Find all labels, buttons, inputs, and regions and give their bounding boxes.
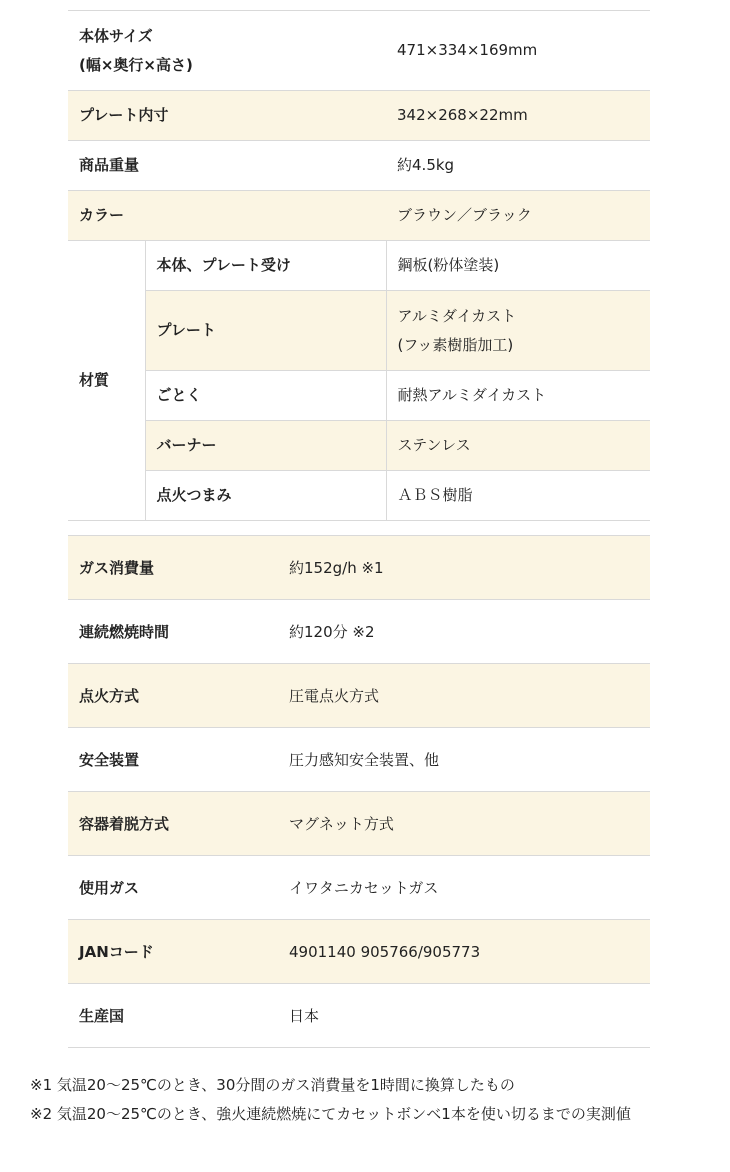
footnote: ※2 気温20～25℃のとき、強火連続燃焼にてカセットボンベ1本を使い切るまでの実測値 bbox=[30, 1105, 631, 1123]
spec-row-gas-type bbox=[68, 856, 650, 920]
material-value: 鋼板(粉体塗装) bbox=[386, 241, 650, 291]
spec-value: 日本 bbox=[278, 984, 650, 1048]
spec-value: 約120分 ※2 bbox=[278, 600, 650, 664]
spec-label: 商品重量 bbox=[68, 141, 386, 191]
spec-row-burn-time bbox=[68, 600, 650, 664]
spec-value: 約152g/h ※1 bbox=[278, 536, 650, 600]
footnotes bbox=[30, 1071, 720, 1129]
material-part: ごとく bbox=[145, 371, 386, 421]
spec-value: 342×268×22mm bbox=[386, 91, 650, 141]
spec-row-body-size bbox=[68, 11, 650, 91]
spec-value: 圧力感知安全装置、他 bbox=[278, 728, 650, 792]
material-part: 本体、プレート受け bbox=[145, 241, 386, 291]
spec-value: 約4.5kg bbox=[386, 141, 650, 191]
spec-label: 使用ガス bbox=[68, 856, 278, 920]
material-row-body bbox=[68, 241, 650, 291]
spec-row-weight bbox=[68, 141, 650, 191]
material-value: アルミダイカスト (フッ素樹脂加工) bbox=[386, 291, 650, 371]
material-part: プレート bbox=[145, 291, 386, 371]
spec-label: ガス消費量 bbox=[68, 536, 278, 600]
spec-row-color bbox=[68, 191, 650, 241]
spec-value: 471×334×169mm bbox=[386, 11, 650, 91]
spec-row-gas-consumption bbox=[68, 536, 650, 600]
spec-value: マグネット方式 bbox=[278, 792, 650, 856]
spec-row-plate-inner bbox=[68, 91, 650, 141]
spec-row-ignition bbox=[68, 664, 650, 728]
spec-label: 生産国 bbox=[68, 984, 278, 1048]
spec-label: 安全装置 bbox=[68, 728, 278, 792]
material-value: ＡＢＳ樹脂 bbox=[386, 471, 650, 521]
material-row-burner bbox=[68, 421, 650, 471]
spec-table-gas bbox=[68, 535, 650, 1048]
spec-row-attachment bbox=[68, 792, 650, 856]
spec-row-jan bbox=[68, 920, 650, 984]
material-value: 耐熱アルミダイカスト bbox=[386, 371, 650, 421]
material-row-knob bbox=[68, 471, 650, 521]
spec-label: JANコード bbox=[68, 920, 278, 984]
material-label: 材質 bbox=[68, 241, 145, 521]
spec-label: カラー bbox=[68, 191, 386, 241]
footnote: ※1 気温20～25℃のとき、30分間のガス消費量を1時間に換算したもの bbox=[30, 1076, 515, 1094]
material-value: ステンレス bbox=[386, 421, 650, 471]
material-row-plate bbox=[68, 291, 650, 371]
spec-value: 4901140 905766/905773 bbox=[278, 920, 650, 984]
spec-label: 本体サイズ (幅×奥行×高さ) bbox=[68, 11, 386, 91]
spec-value: イワタニカセットガス bbox=[278, 856, 650, 920]
spec-row-safety bbox=[68, 728, 650, 792]
spec-label: 連続燃焼時間 bbox=[68, 600, 278, 664]
spec-value: ブラウン／ブラック bbox=[386, 191, 650, 241]
material-row-trivet bbox=[68, 371, 650, 421]
spec-row-origin bbox=[68, 984, 650, 1048]
spec-label: 容器着脱方式 bbox=[68, 792, 278, 856]
spec-value: 圧電点火方式 bbox=[278, 664, 650, 728]
material-part: バーナー bbox=[145, 421, 386, 471]
material-part: 点火つまみ bbox=[145, 471, 386, 521]
spec-label: プレート内寸 bbox=[68, 91, 386, 141]
spec-label: 点火方式 bbox=[68, 664, 278, 728]
spec-table-main bbox=[68, 10, 650, 521]
